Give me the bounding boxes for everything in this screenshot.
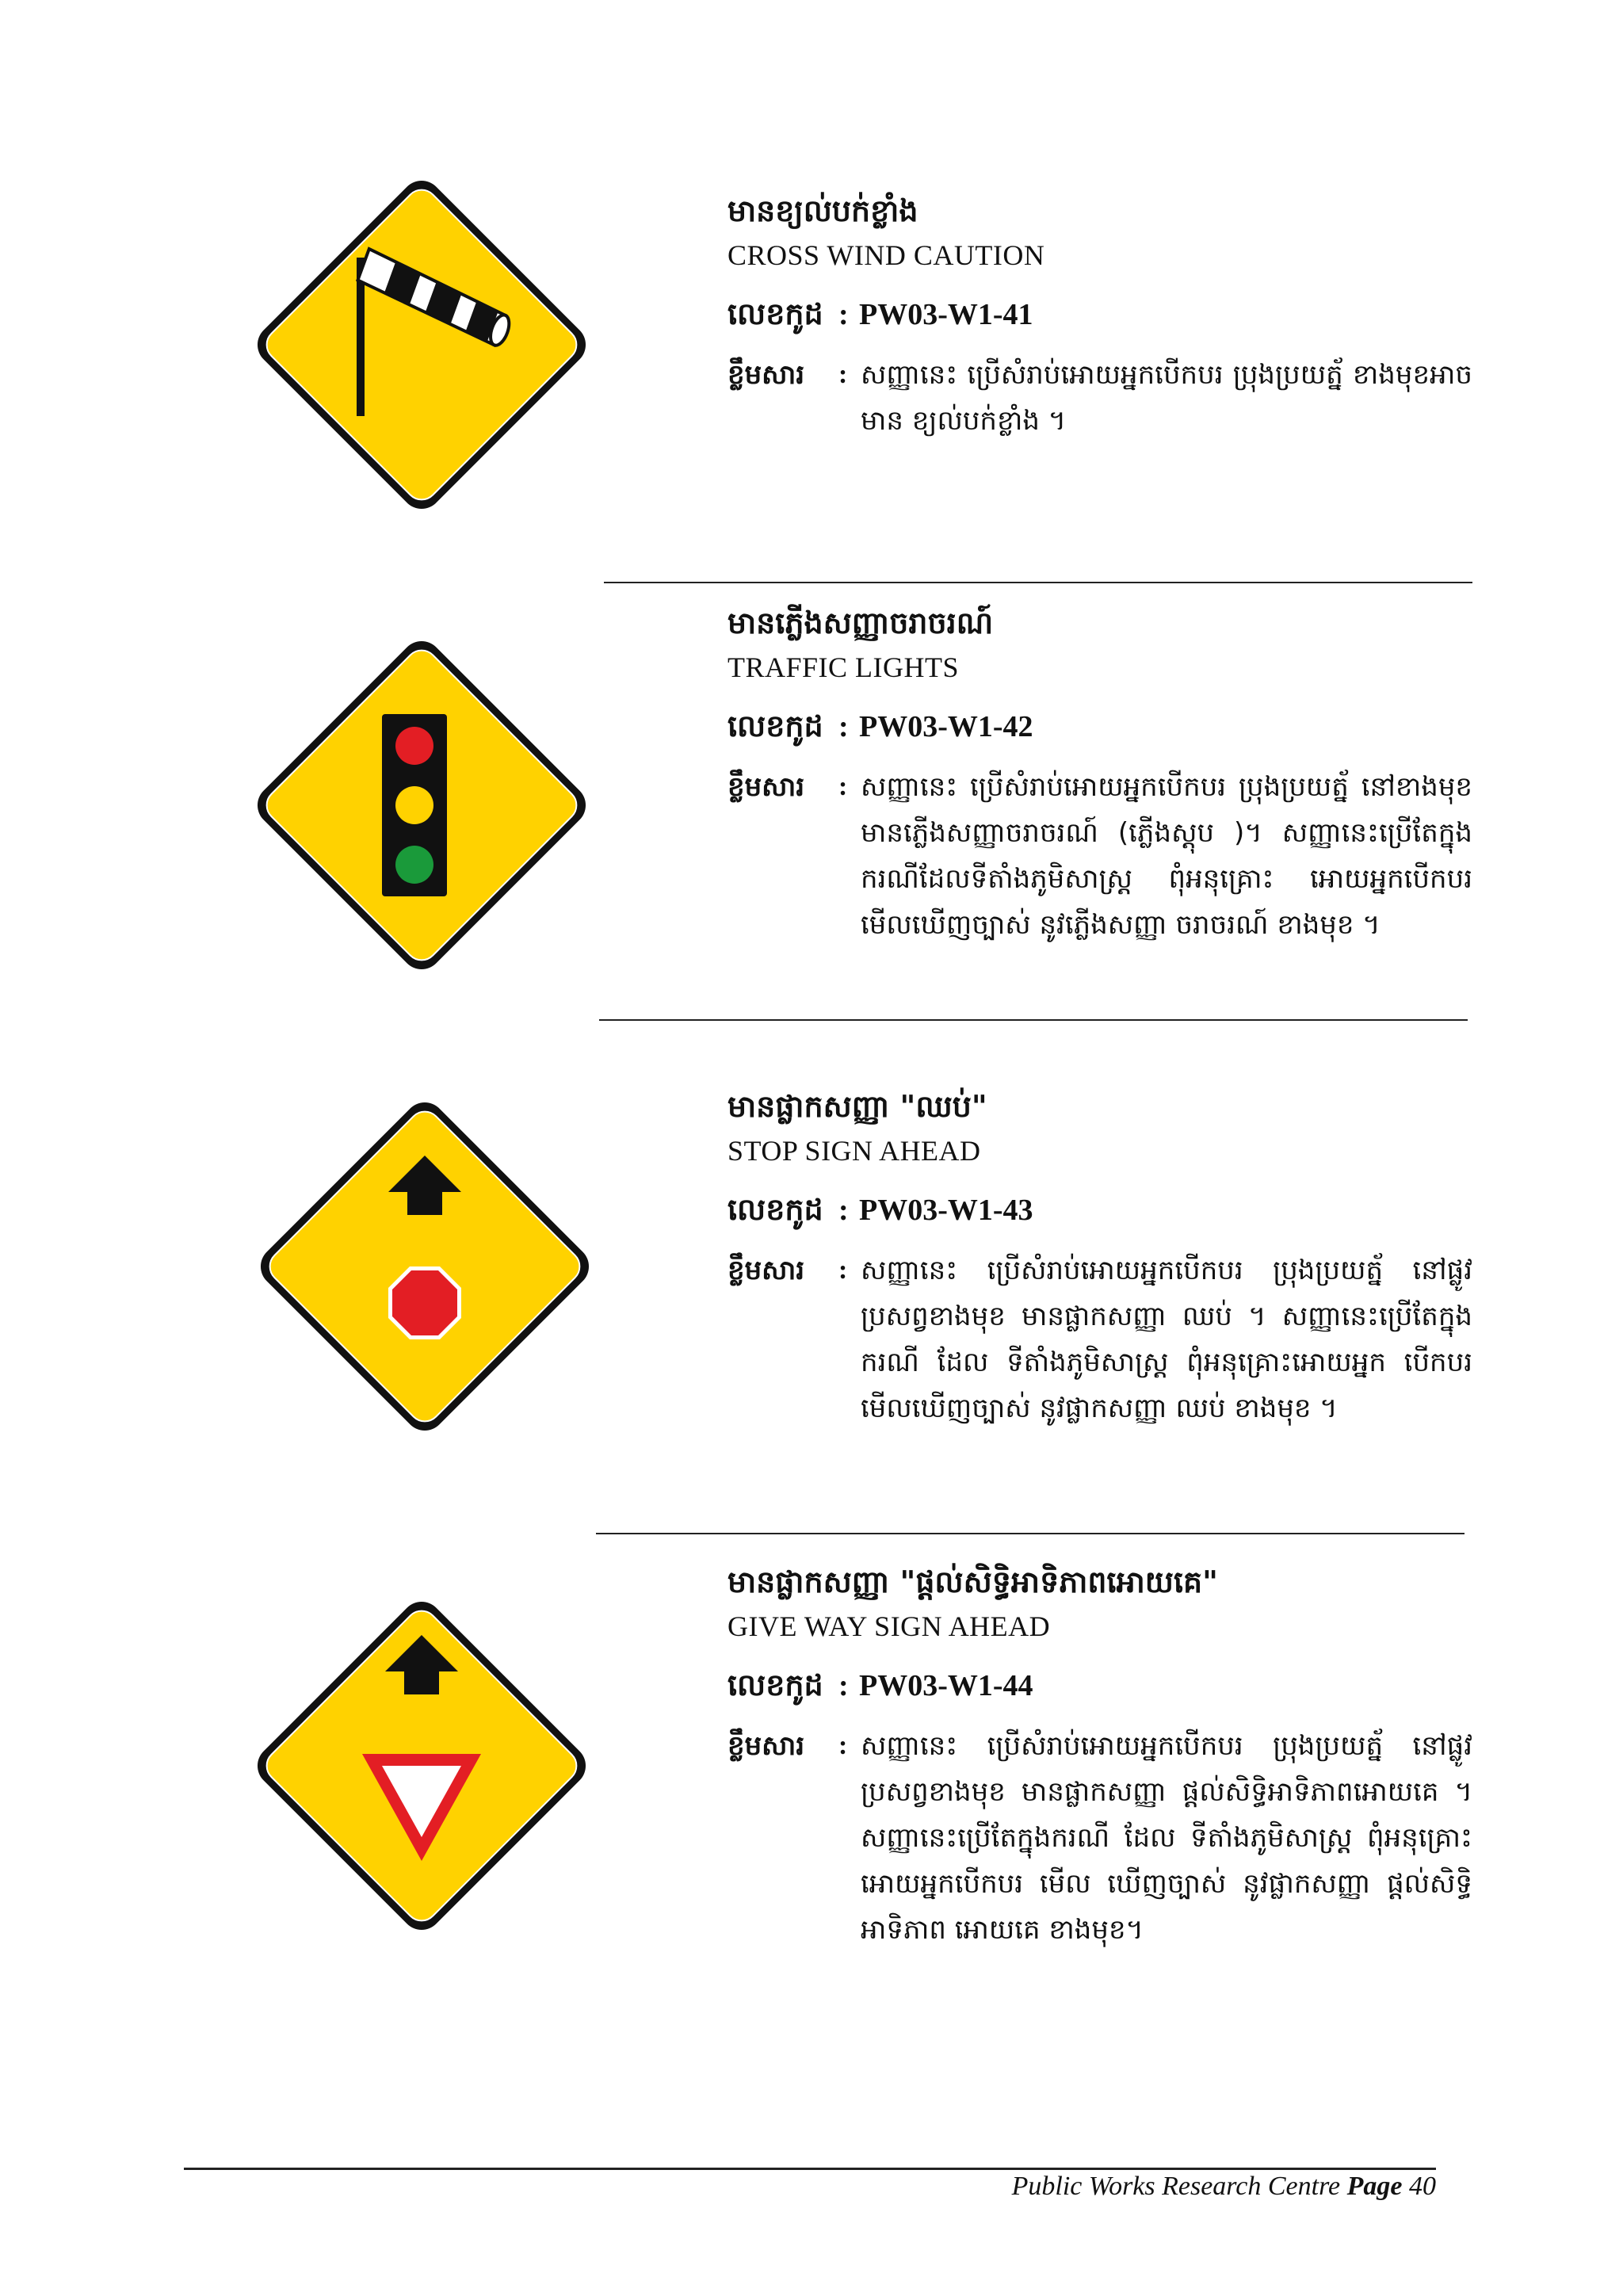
footer-org: Public Works Research Centre	[1011, 2172, 1341, 2201]
windsock-icon	[231, 155, 612, 535]
footer-page-label: Page	[1346, 2172, 1403, 2201]
sign-title-english: STOP SIGN AHEAD	[727, 1135, 981, 1167]
description-text: សញ្ញានេះ ប្រើសំរាប់អោយអ្នកបើកបរ ប្រុងប្រយត្ន័ ខាងមុខអាចមាន ខ្យល់បក់ខ្លាំង ។	[861, 359, 1472, 437]
sign-entry	[727, 1086, 1472, 1431]
description-label: ខ្លឹមសារ	[727, 1255, 805, 1286]
divider	[604, 582, 1472, 583]
sign-title-english: GIVE WAY SIGN AHEAD	[727, 1610, 1051, 1642]
divider	[596, 1533, 1465, 1534]
code-row: លេខកូដ : PW03-W1-42	[727, 707, 1472, 751]
description-row: ខ្លឹមសារ : សញ្ញានេះ ប្រើសំរាប់អោយអ្នកបើកបរ ប្រុងប្រយត្ន័ នៅផ្លូវប្រសព្វខាងមុខ មានផ្លាកសញ្ញា ផ្តល់សិទ្ធិអាទិភាពអោយគេ ។ សញ្ញានេះប្រើតែក្នុងករណី ដែល ទីតាំងភូមិសាស្រ្ត ពុំអនុគ្រោះអោយអ្នកបើកបរ មើល ឃើញច្បាស់ នូវផ្លាកសញ្ញា ផ្តល់សិទ្ធិអាទិភាព អោយគេ ខាងមុខ។	[727, 1723, 1472, 1953]
page-footer	[1012, 2172, 1436, 2202]
description-text: សញ្ញានេះ ប្រើសំរាប់អោយអ្នកបើកបរ ប្រុងប្រយត្ន័ នៅផ្លូវប្រសព្វខាងមុខ មានផ្លាកសញ្ញា ឈប់ ។ សញ្ញានេះប្រើតែក្នុងករណី ដែល ទីតាំងភូមិសាស្រ្ត ពុំអនុគ្រោះអោយអ្នក បើកបរ មើលឃើញច្បាស់ នូវផ្លាកសញ្ញា ឈប់ ខាងមុខ ។	[861, 1255, 1472, 1424]
code-row: លេខកូដ : PW03-W1-41	[727, 295, 1472, 339]
description-row: ខ្លឹមសារ : សញ្ញានេះ ប្រើសំរាប់អោយអ្នកបើកបរ ប្រុងប្រយត្ន័ ខាងមុខអាចមាន ខ្យល់បក់ខ្លាំង ។	[727, 352, 1472, 444]
sign-title-khmer: មានផ្លាកសញ្ញា "ឈប់"	[727, 1089, 987, 1124]
sign-title-english: CROSS WIND CAUTION	[727, 239, 1045, 271]
description-label: ខ្លឹមសារ	[727, 771, 805, 803]
code-label: លេខកូដ	[727, 1668, 823, 1702]
sign-title-khmer: មានភ្លើងសញ្ញាចរាចរណ៍	[727, 606, 994, 640]
description-row: ខ្លឹមសារ : សញ្ញានេះ ប្រើសំរាប់អោយអ្នកបើកបរ ប្រុងប្រយត្ន័ នៅផ្លូវប្រសព្វខាងមុខ មានផ្លាកសញ្ញា ឈប់ ។ សញ្ញានេះប្រើតែក្នុងករណី ដែល ទីតាំងភូមិសាស្រ្ត ពុំអនុគ្រោះអោយអ្នក បើកបរ មើលឃើញច្បាស់ នូវផ្លាកសញ្ញា ឈប់ ខាងមុខ ។	[727, 1247, 1472, 1431]
sign-entry	[727, 1561, 1472, 1953]
page-number: 40	[1409, 2172, 1436, 2201]
sign-title-english: TRAFFIC LIGHTS	[727, 651, 960, 683]
sign-entry	[727, 190, 1472, 444]
description-text: សញ្ញានេះ ប្រើសំរាប់អោយអ្នកបើកបរ ប្រុងប្រយត្ន័ នៅផ្លូវប្រសព្វខាងមុខ មានផ្លាកសញ្ញា ផ្តល់សិទ្ធិអាទិភាពអោយគេ ។ សញ្ញានេះប្រើតែក្នុងករណី ដែល ទីតាំងភូមិសាស្រ្ត ពុំអនុគ្រោះអោយអ្នកបើកបរ មើល ឃើញច្បាស់ នូវផ្លាកសញ្ញា ផ្តល់សិទ្ធិអាទិភាព អោយគេ ខាងមុខ។	[861, 1730, 1472, 1946]
divider	[599, 1019, 1468, 1021]
stop-sign-ahead-icon	[235, 1076, 615, 1457]
traffic-light-icon	[231, 615, 612, 995]
code-row: លេខកូដ : PW03-W1-43	[727, 1190, 1472, 1235]
description-row: ខ្លឹមសារ : សញ្ញានេះ ប្រើសំរាប់អោយអ្នកបើកបរ ប្រុងប្រយត្ន័ នៅខាងមុខមានភ្លើងសញ្ញាចរាចរណ៍ (ភ្លើងស្តុប )។ សញ្ញានេះប្រើតែក្នុងករណីដែលទីតាំងភូមិសាស្រ្ត ពុំអនុគ្រោះ អោយអ្នកបើកបរ មើលឃើញច្បាស់ នូវភ្លើងសញ្ញា ចរាចរណ៍ ខាងមុខ ។	[727, 764, 1472, 948]
sign-code: PW03-W1-42	[859, 710, 1033, 743]
code-row: លេខកូដ : PW03-W1-44	[727, 1666, 1472, 1710]
sign-code: PW03-W1-43	[859, 1194, 1033, 1227]
footer-divider	[184, 2168, 1436, 2170]
code-label: លេខកូដ	[727, 1192, 823, 1227]
description-text: សញ្ញានេះ ប្រើសំរាប់អោយអ្នកបើកបរ ប្រុងប្រយត្ន័ នៅខាងមុខមានភ្លើងសញ្ញាចរាចរណ៍ (ភ្លើងស្តុប )។ សញ្ញានេះប្រើតែក្នុងករណីដែលទីតាំងភូមិសាស្រ្ត ពុំអនុគ្រោះ អោយអ្នកបើកបរ មើលឃើញច្បាស់ នូវភ្លើងសញ្ញា ចរាចរណ៍ ខាងមុខ ។	[861, 771, 1472, 941]
sign-title-khmer: មានផ្លាកសញ្ញា "ផ្តល់សិទ្ធិអាទិភាពអោយគេ"	[727, 1564, 1218, 1599]
sign-title-khmer: មានខ្យល់បក់ខ្លាំង	[727, 193, 918, 228]
sign-entry	[727, 602, 1472, 948]
sign-code: PW03-W1-44	[859, 1669, 1033, 1702]
sign-code: PW03-W1-41	[859, 298, 1033, 331]
give-way-ahead-icon	[231, 1576, 612, 1956]
code-label: លេខកូដ	[727, 296, 823, 331]
description-label: ខ្លឹមសារ	[727, 359, 805, 391]
code-label: លេខកូដ	[727, 709, 823, 743]
description-label: ខ្លឹមសារ	[727, 1730, 805, 1762]
